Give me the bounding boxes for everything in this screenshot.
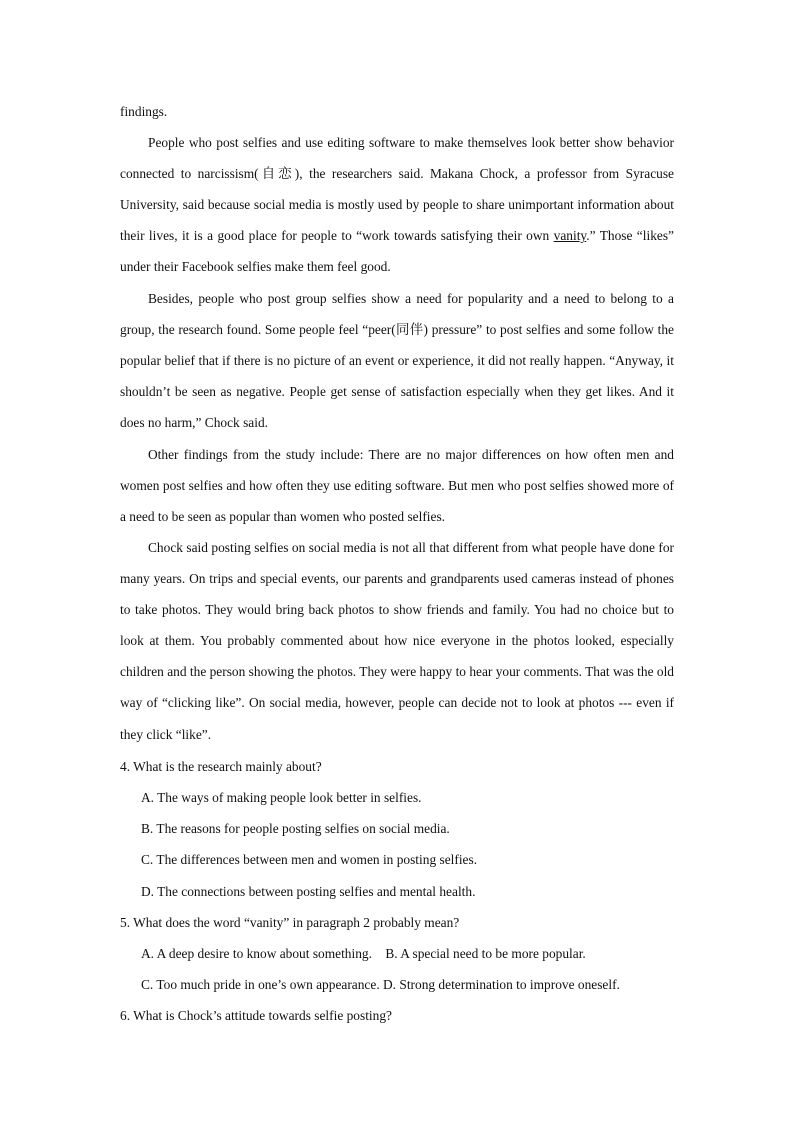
underlined-word-vanity: vanity: [553, 228, 587, 244]
paragraph-findings-tail: findings.: [120, 104, 168, 119]
paragraph-other-findings: Other findings from the study include: There are no major differences on how often men and women post selfies and how often they use editing software. But men who post selfies showed more of a need to be seen as popular than women who posted selfies.: [120, 447, 674, 525]
question-5-options-ab: A. A deep desire to know about something. B. A special need to be more popular.: [141, 946, 586, 961]
paragraph-group-selfies: Besides, people who post group selfies show a need for popularity and a need to belong to a group, the research found. Some people feel “peer(同伴) pressure” to post selfies and some follow the popular belief that if there is no picture of an event or experience, it did not really happen. “Anyway, it shouldn’t be seen as negative. People get sense of satisfaction especially when they get likes. And it does no harm,” Chock said.: [120, 291, 674, 431]
paragraph-narcissism: [120, 127, 674, 282]
question-5-options-cd: C. Too much pride in one’s own appearance. D. Strong determination to improve oneself.: [141, 977, 620, 992]
paragraph-text: People who post selfies and use editing software to make themselves look better show behavior connected to narcissism(自恋), the researchers said. Makana Chock, a professor from Syracuse University, said because social media is mostly used by people to share unimportant information about their lives, it is a good place for people to “work towards satisfying their own: [120, 135, 674, 244]
question-4-option-c: C. The differences between men and women in posting selfies.: [141, 852, 478, 867]
question-5: 5. What does the word “vanity” in paragraph 2 probably mean?: [120, 915, 460, 930]
question-4-option-b: B. The reasons for people posting selfies on social media.: [141, 821, 450, 836]
question-6: 6. What is Chock’s attitude towards selfie posting?: [120, 1008, 392, 1023]
question-4-option-d: D. The connections between posting selfies and mental health.: [141, 884, 476, 899]
question-4: 4. What is the research mainly about?: [120, 759, 322, 774]
question-4-option-a: A. The ways of making people look better in selfies.: [141, 790, 422, 805]
paragraph-old-way: Chock said posting selfies on social media is not all that different from what people have done for many years. On trips and special events, our parents and grandparents used cameras instead of phones to take photos. They would bring back photos to show friends and family. You had no choice but to look at them. You probably commented about how nice everyone in the photos looked, especially children and the person showing the photos. They were happy to hear your comments. That was the old way of “clicking like”. On social media, however, people can decide not to look at photos --- even if they click “like”.: [120, 540, 674, 742]
paragraph-text: .” Those “likes” under their Facebook selfies make them feel good.: [120, 228, 674, 275]
